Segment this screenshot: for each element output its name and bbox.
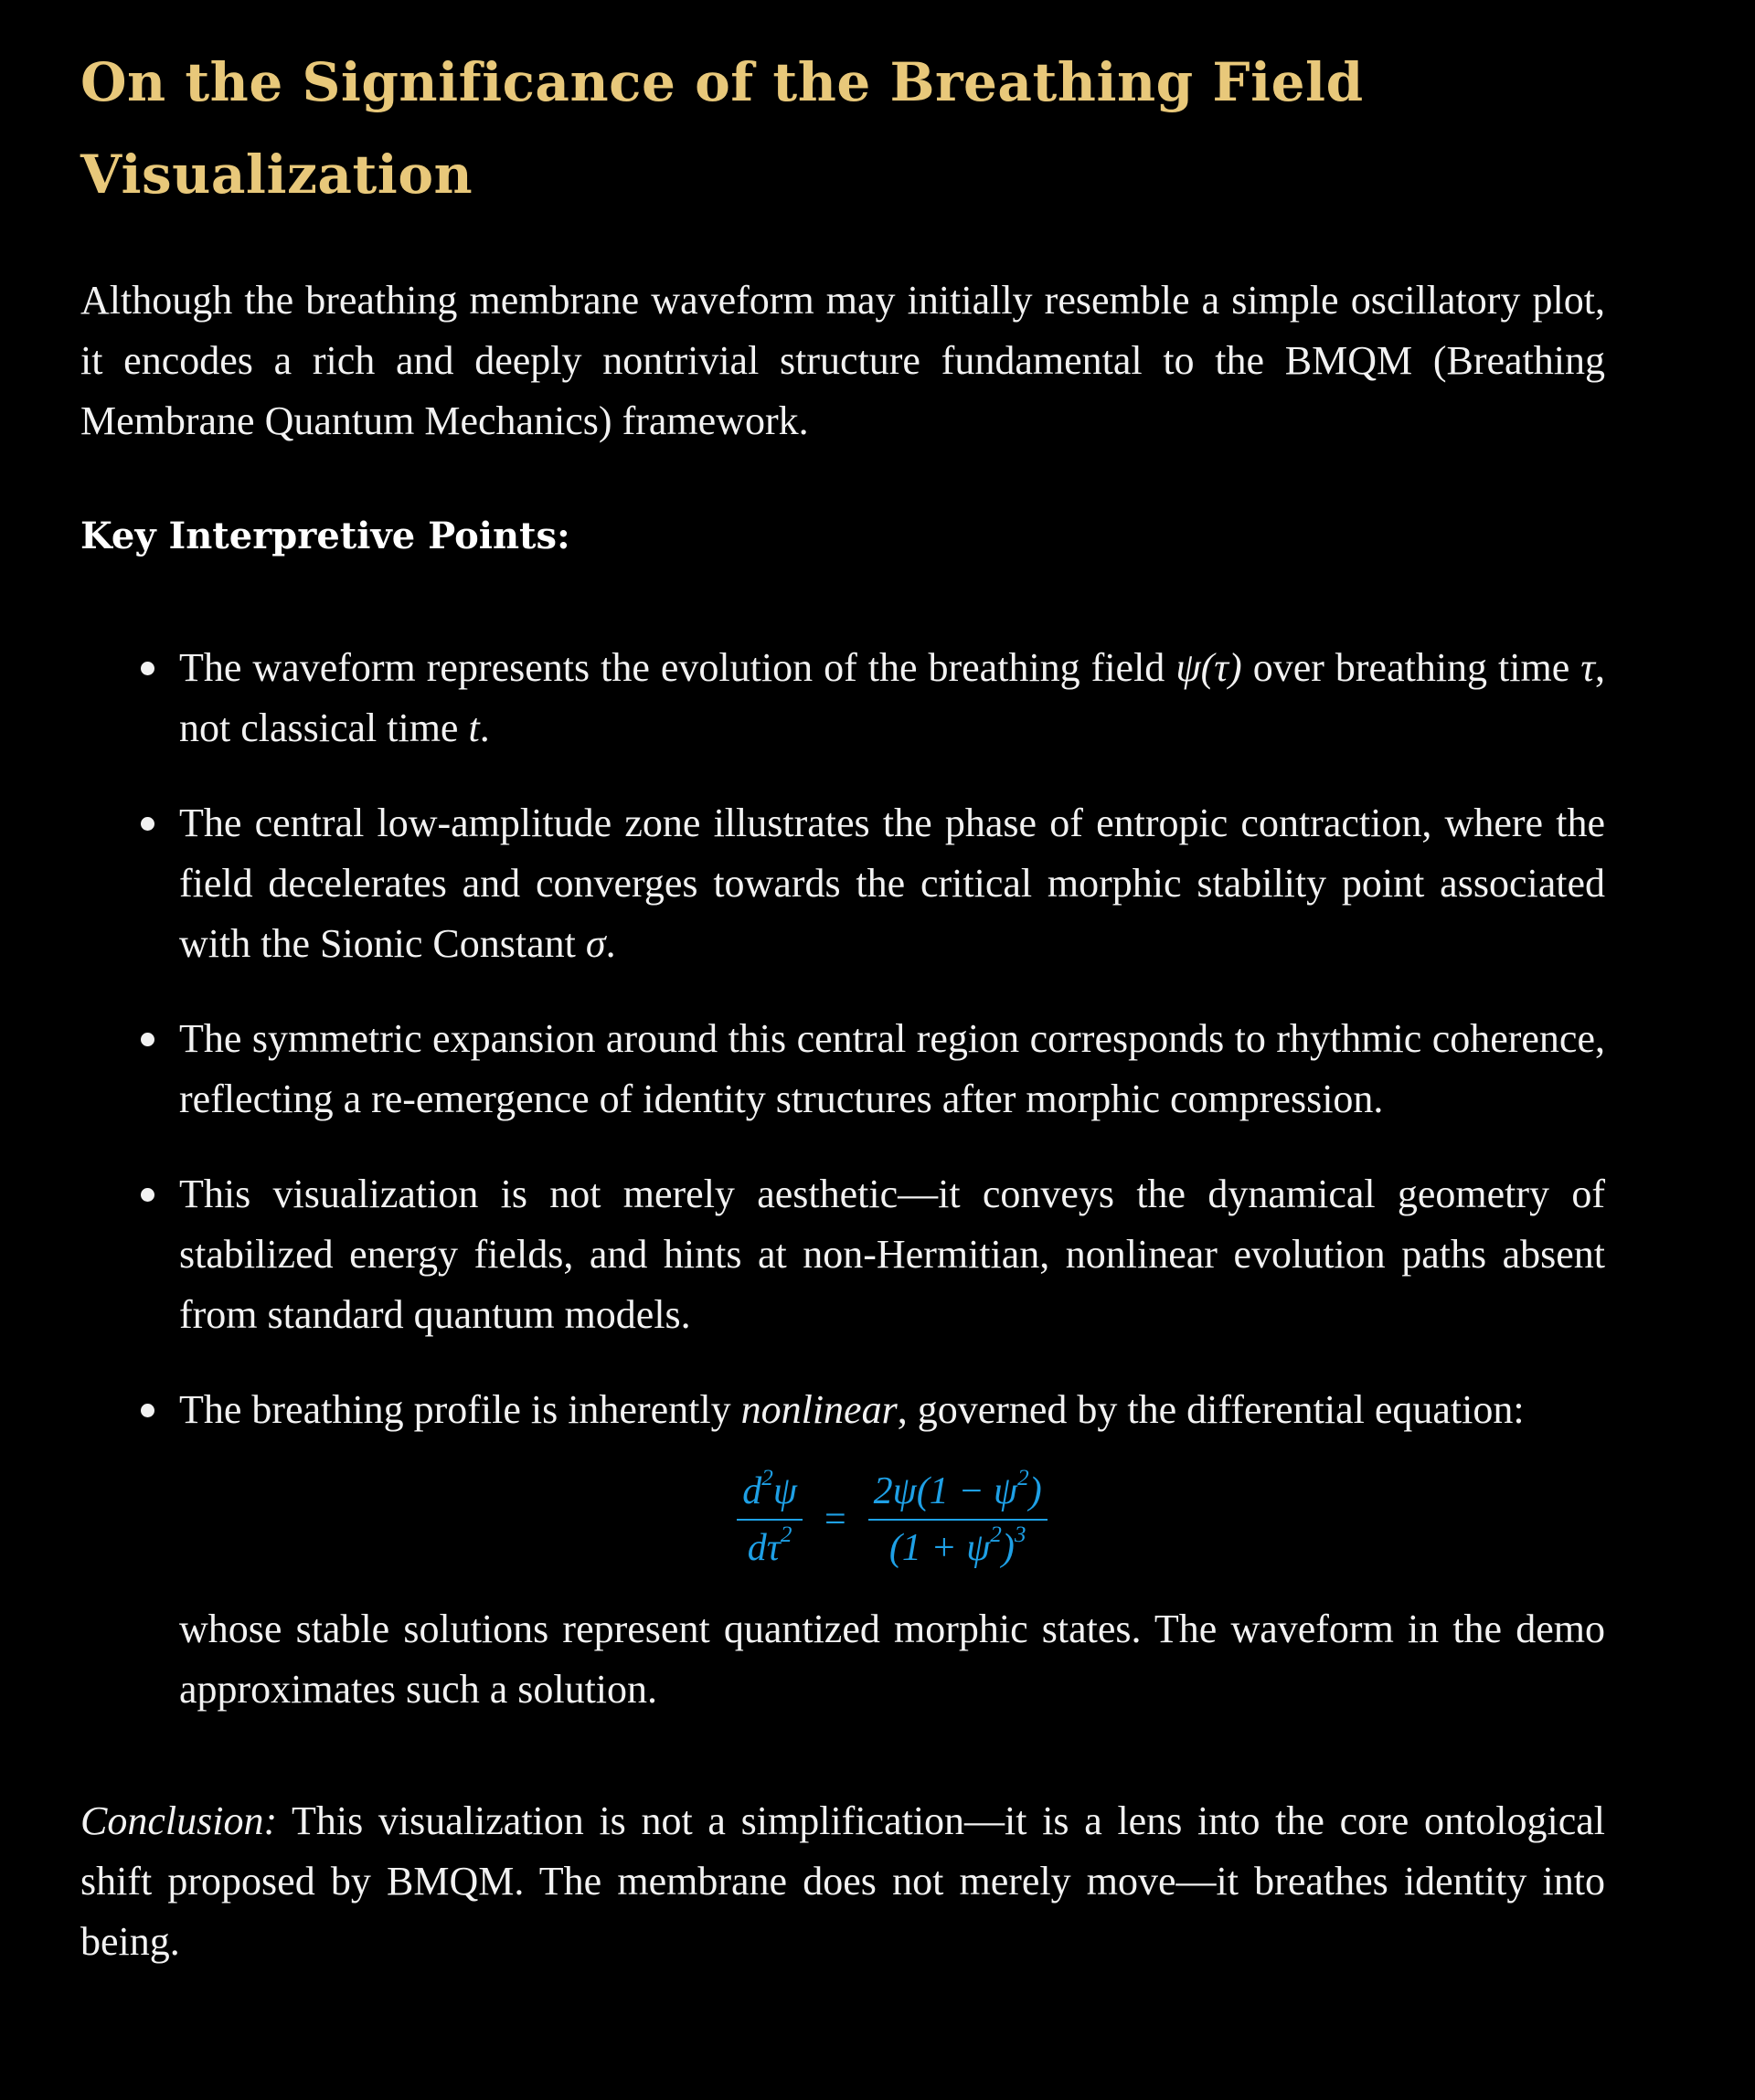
bullet-icon <box>141 662 154 675</box>
emphasis-nonlinear: nonlinear <box>740 1387 898 1432</box>
list-item-text: The symmetric expansion around this central region corresponds to rhythmic coherence, reflecting a re-emergence of identity structures after morphic compression. <box>179 1016 1605 1121</box>
eq-part: ψ <box>772 1470 797 1512</box>
eq-part: dτ <box>747 1527 781 1569</box>
lhs-numerator <box>737 1465 803 1521</box>
document-page <box>80 37 1605 1972</box>
text-run: The central low-amplitude zone illustrates the phase of entropic contraction, where the field decelerates and converges towards the critical morphic stability point associated with the Sionic Constant <box>179 801 1605 966</box>
eq-exponent: 3 <box>1014 1522 1026 1547</box>
eq-exponent: 2 <box>990 1522 1002 1547</box>
list-item-text <box>179 1380 1605 1440</box>
list-item-text <box>179 793 1605 974</box>
title-line-2: Visualization <box>80 143 473 206</box>
eq-part: 2ψ(1 − ψ <box>873 1470 1018 1512</box>
rhs-numerator <box>868 1465 1048 1521</box>
text-run: The breathing profile is inherently <box>179 1387 741 1432</box>
key-points-list <box>80 638 1605 1720</box>
eq-part: ) <box>1001 1527 1015 1569</box>
equation-followup-text: whose stable solutions represent quantized morphic states. The waveform in the demo approximates such a solution. <box>179 1607 1605 1712</box>
eq-exponent: 2 <box>761 1465 773 1490</box>
math-sigma: σ <box>585 921 606 966</box>
text-run: , governed by the differential equation: <box>897 1387 1525 1432</box>
text-run: , not classical time <box>179 645 1606 750</box>
bullet-icon <box>141 817 154 831</box>
lhs-fraction <box>731 1465 808 1572</box>
text-run: The waveform represents the evolution of the breathing field <box>179 645 1176 690</box>
differential-equation <box>179 1465 1605 1572</box>
bullet-icon <box>141 1404 154 1417</box>
page-title <box>80 37 1605 221</box>
equals-sign: = <box>824 1499 846 1541</box>
text-run: over breathing time <box>1241 645 1581 690</box>
eq-part: ) <box>1028 1470 1042 1512</box>
list-item <box>80 793 1605 974</box>
eq-exponent: 2 <box>1017 1465 1029 1490</box>
list-item <box>80 1009 1605 1130</box>
rhs-fraction <box>863 1465 1053 1572</box>
math-tau: τ <box>1580 645 1596 690</box>
lhs-denominator <box>742 1521 798 1572</box>
conclusion-paragraph <box>80 1791 1605 1972</box>
math-psi-tau: ψ(τ) <box>1175 645 1242 690</box>
bullet-icon <box>141 1033 154 1046</box>
list-item <box>80 638 1605 758</box>
list-item <box>80 1164 1605 1345</box>
math-t: t <box>468 705 480 750</box>
text-run: . <box>605 921 616 966</box>
eq-part: d <box>742 1470 762 1512</box>
conclusion-label: Conclusion: <box>80 1798 278 1843</box>
text-run: . <box>479 705 490 750</box>
bullet-icon <box>141 1188 154 1202</box>
rhs-denominator <box>884 1521 1032 1572</box>
eq-exponent: 2 <box>780 1522 792 1547</box>
title-line-1: On the Significance of the Breathing Field <box>80 51 1364 113</box>
list-item-text <box>179 638 1605 758</box>
key-points-heading: Key Interpretive Points: <box>80 514 570 557</box>
intro-paragraph: Although the breathing membrane waveform may initially resemble a simple oscillatory plot, it encodes a rich and deeply nontrivial structure fundamental to the BMQM (Breathing Membrane Quantum Mechanics) framework. <box>80 278 1605 443</box>
list-item-text: This visualization is not merely aesthetic—it conveys the dynamical geometry of stabilized energy fields, and hints at non-Hermitian, nonlinear evolution paths absent from standard quantum models. <box>179 1172 1605 1337</box>
eq-part: (1 + ψ <box>888 1527 991 1569</box>
conclusion-text: This visualization is not a simplification—it is a lens into the core ontological shift proposed by BMQM. The membrane does not merely move—it breathes identity into being. <box>80 1798 1605 1964</box>
list-item <box>80 1380 1605 1720</box>
